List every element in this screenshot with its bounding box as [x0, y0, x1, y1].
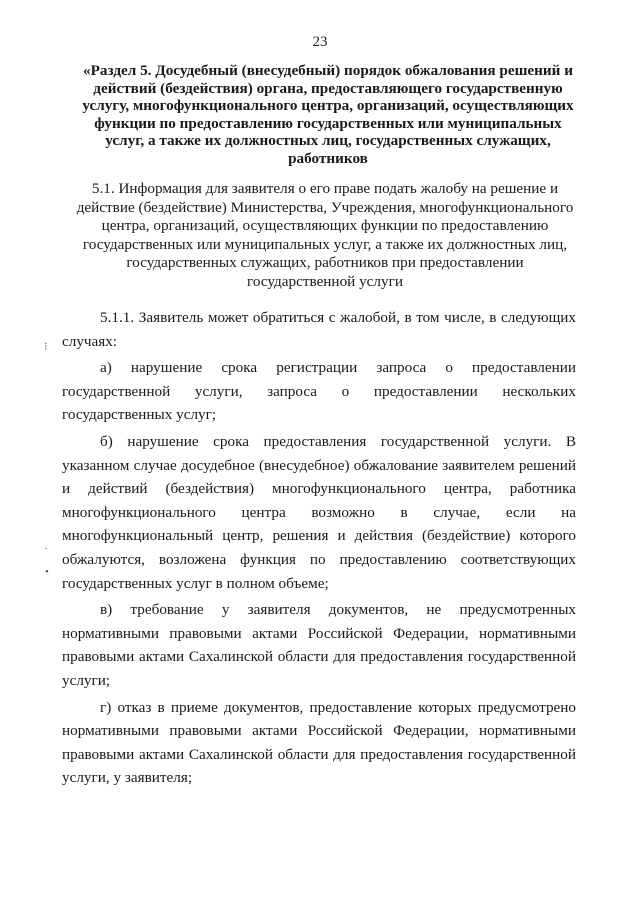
scan-mark: · — [44, 543, 48, 555]
paragraph-item-v: в) требование у заявителя документов, не предусмотренных нормативными правовыми актами Российской Федерации, нормативными правовыми актами Сахалинской области для предоставления государственной услуги; — [62, 601, 576, 689]
paragraph-item-a: а) нарушение срока регистрации запроса о предоставлении государственной услуги, запроса о предоставлении нескольких государственных услуг; — [62, 359, 576, 424]
page-number: 23 — [312, 34, 328, 50]
paragraph-item-b: б) нарушение срока предоставления государственной услуги. В указанном случае досудебное (внесудебное) обжалование заявителем решений и действий (бездействия) многофункционального центра, работника многофункционального центра возможно в случае, если на многофункциональный центр, решения и действия (бездействие) которого обжалуются, возложена функция по предоставлению соответствующих государственных услуг в полном объеме; — [62, 432, 576, 592]
section-heading: «Раздел 5. Досудебный (внесудебный) порядок обжалования решений и действий (бездействия) органа, предоставляющего государственную услугу, многофункционального центра, организаций, осуществляющих функции по предоставлению государственных или муниципальных услуг, а также их должностных лиц, государственных служащих, работников — [82, 62, 574, 167]
subsection-heading: 5.1. Информация для заявителя о его праве подать жалобу на решение и действие (бездействие) Министерства, Учреждения, многофункционального центра, организаций, осуществляющих функции по предоставлению государственных или муниципальных услуг, а также их должностных лиц, государственных служащих, работников при предоставлении государственной услуги — [76, 180, 574, 290]
paragraph-item-g: г) отказ в приеме документов, предоставление которых предусмотрено нормативными правовыми актами Российской Федерации, нормативными правовыми актами Сахалинской области для предоставления государственной услуги, у заявителя; — [62, 698, 576, 787]
body-text — [62, 306, 576, 793]
scan-mark: ⁝ — [44, 341, 48, 353]
paragraph-5-1-1: 5.1.1. Заявитель может обратиться с жалобой, в том числе, в следующих случаях: — [62, 309, 576, 350]
scan-mark: • — [45, 566, 49, 578]
